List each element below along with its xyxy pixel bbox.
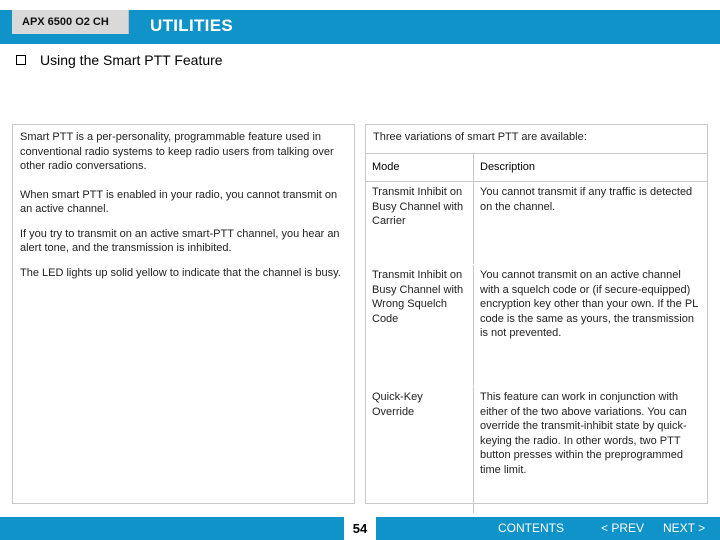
variations-panel	[365, 124, 708, 504]
table-row	[366, 182, 707, 265]
mode-cell: Transmit Inhibit on Busy Channel with Wrong Squelch Code	[366, 265, 474, 387]
paragraph: If you try to transmit on an active smart-PTT channel, you hear an alert tone, and the transmission is inhibited.	[20, 227, 340, 254]
variations-intro: Three variations of smart PTT are available:	[373, 131, 587, 143]
mode-cell: Transmit Inhibit on Busy Channel with Carrier	[366, 182, 474, 265]
paragraph: When smart PTT is enabled in your radio, you cannot transmit on an active channel.	[20, 188, 338, 215]
table-header-row	[366, 154, 707, 182]
section-heading	[16, 52, 223, 68]
page-title: UTILITIES	[150, 16, 233, 35]
paragraph: Smart PTT is a per-personality, programmable feature used in conventional radio systems to keep radio users from talking over other radio conversations.	[20, 131, 334, 172]
paragraph: The LED lights up solid yellow to indicate that the channel is busy.	[20, 266, 341, 279]
footer-bar	[0, 517, 720, 540]
contents-link[interactable]: CONTENTS	[498, 521, 564, 535]
checkbox-bullet-icon	[16, 55, 26, 65]
description-cell: This feature can work in conjunction with either of the two above variations. You can override the transmit-inhibit state by quick-keying the radio. In other words, two PTT button presses within the preprogrammed time limit.	[480, 391, 687, 476]
description-cell: You cannot transmit on an active channel with a squelch code or (if secure-equipped) encryption key other than your own. If the PL code is the same as yours, the transmission is not prevented.	[474, 265, 708, 387]
modes-table	[366, 153, 707, 513]
table-row	[366, 265, 707, 387]
prev-link[interactable]: < PREV	[601, 521, 645, 535]
column-header-description: Description	[474, 154, 708, 182]
column-header-mode: Mode	[366, 154, 474, 182]
table-row	[366, 387, 707, 514]
description-cell: You cannot transmit if any traffic is detected on the channel.	[474, 182, 708, 265]
model-label: APX 6500 O2 CH	[12, 10, 129, 34]
mode-cell: Quick-Key Override	[366, 387, 474, 514]
description-panel	[12, 124, 355, 504]
next-link[interactable]: NEXT >	[663, 521, 706, 535]
page-number: 54	[344, 517, 376, 540]
section-heading-text: Using the Smart PTT Feature	[40, 52, 223, 68]
